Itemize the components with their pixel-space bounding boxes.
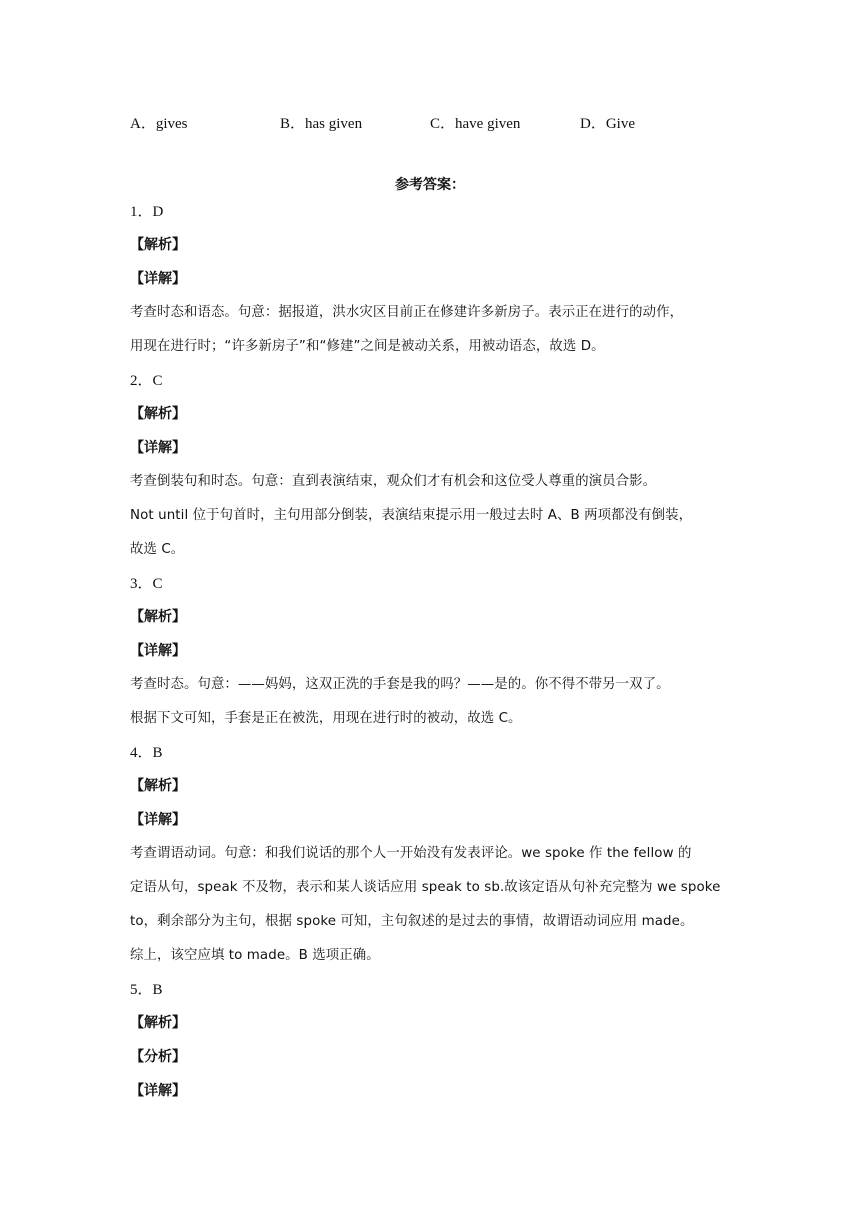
explanation-line: 定语从句，speak 不及物，表示和某人谈话应用 speak to sb.故该定语从句补充完整为 we spoke [130, 880, 721, 895]
jiexi-tag: 【解析】 [130, 1015, 186, 1031]
option-d: D．Give [580, 116, 635, 132]
xiangjie-tag: 【详解】 [130, 812, 186, 828]
explanation-line: 故选 C。 [130, 542, 185, 557]
jiexi-tag: 【解析】 [130, 237, 186, 253]
option-a: A．gives [130, 116, 188, 132]
answer-number: 1．D [130, 204, 164, 220]
answer-number: 5．B [130, 982, 163, 998]
jiexi-tag: 【解析】 [130, 609, 186, 625]
jiexi-tag: 【解析】 [130, 406, 186, 422]
answer-key-heading: 参考答案： [395, 177, 465, 193]
xiangjie-tag: 【详解】 [130, 1083, 186, 1099]
explanation-line: 考查倒装句和时态。句意：直到表演结束，观众们才有机会和这位受人尊重的演员合影。 [130, 474, 657, 489]
jiexi-tag: 【解析】 [130, 778, 186, 794]
explanation-line: 根据下文可知，手套是正在被洗，用现在进行时的被动，故选 C。 [130, 711, 522, 726]
xiangjie-tag: 【详解】 [130, 440, 186, 456]
explanation-line: 考查时态和语态。句意：据报道，洪水灾区目前正在修建许多新房子。表示正在进行的动作， [130, 305, 684, 320]
explanation-line: to，剩余部分为主句，根据 spoke 可知，主句叙述的是过去的事情，故谓语动词应用 made。 [130, 914, 694, 929]
explanation-line: Not until 位于句首时，主句用部分倒装，表演结束提示用一般过去时 A、B 两项都没有倒装， [130, 508, 693, 523]
answer-number: 3．C [130, 576, 163, 592]
answer-number: 4．B [130, 745, 163, 761]
option-b: B．has given [280, 116, 363, 132]
answer-number: 2．C [130, 373, 163, 389]
explanation-line: 综上，该空应填 to made。B 选项正确。 [130, 948, 380, 963]
xiangjie-tag: 【详解】 [130, 643, 186, 659]
explanation-line: 考查谓语动词。句意：和我们说话的那个人一开始没有发表评论。we spoke 作 the fellow 的 [130, 846, 692, 861]
xiangjie-tag: 【详解】 [130, 271, 186, 287]
explanation-line: 用现在进行时；“许多新房子”和“修建”之间是被动关系，用被动语态，故选 D。 [130, 339, 605, 354]
explanation-line: 考查时态。句意：——妈妈，这双正洗的手套是我的吗？——是的。你不得不带另一双了。 [130, 677, 670, 692]
answer-options [130, 112, 750, 134]
fenxi-tag: 【分析】 [130, 1049, 186, 1065]
option-c: C．have given [430, 116, 521, 132]
